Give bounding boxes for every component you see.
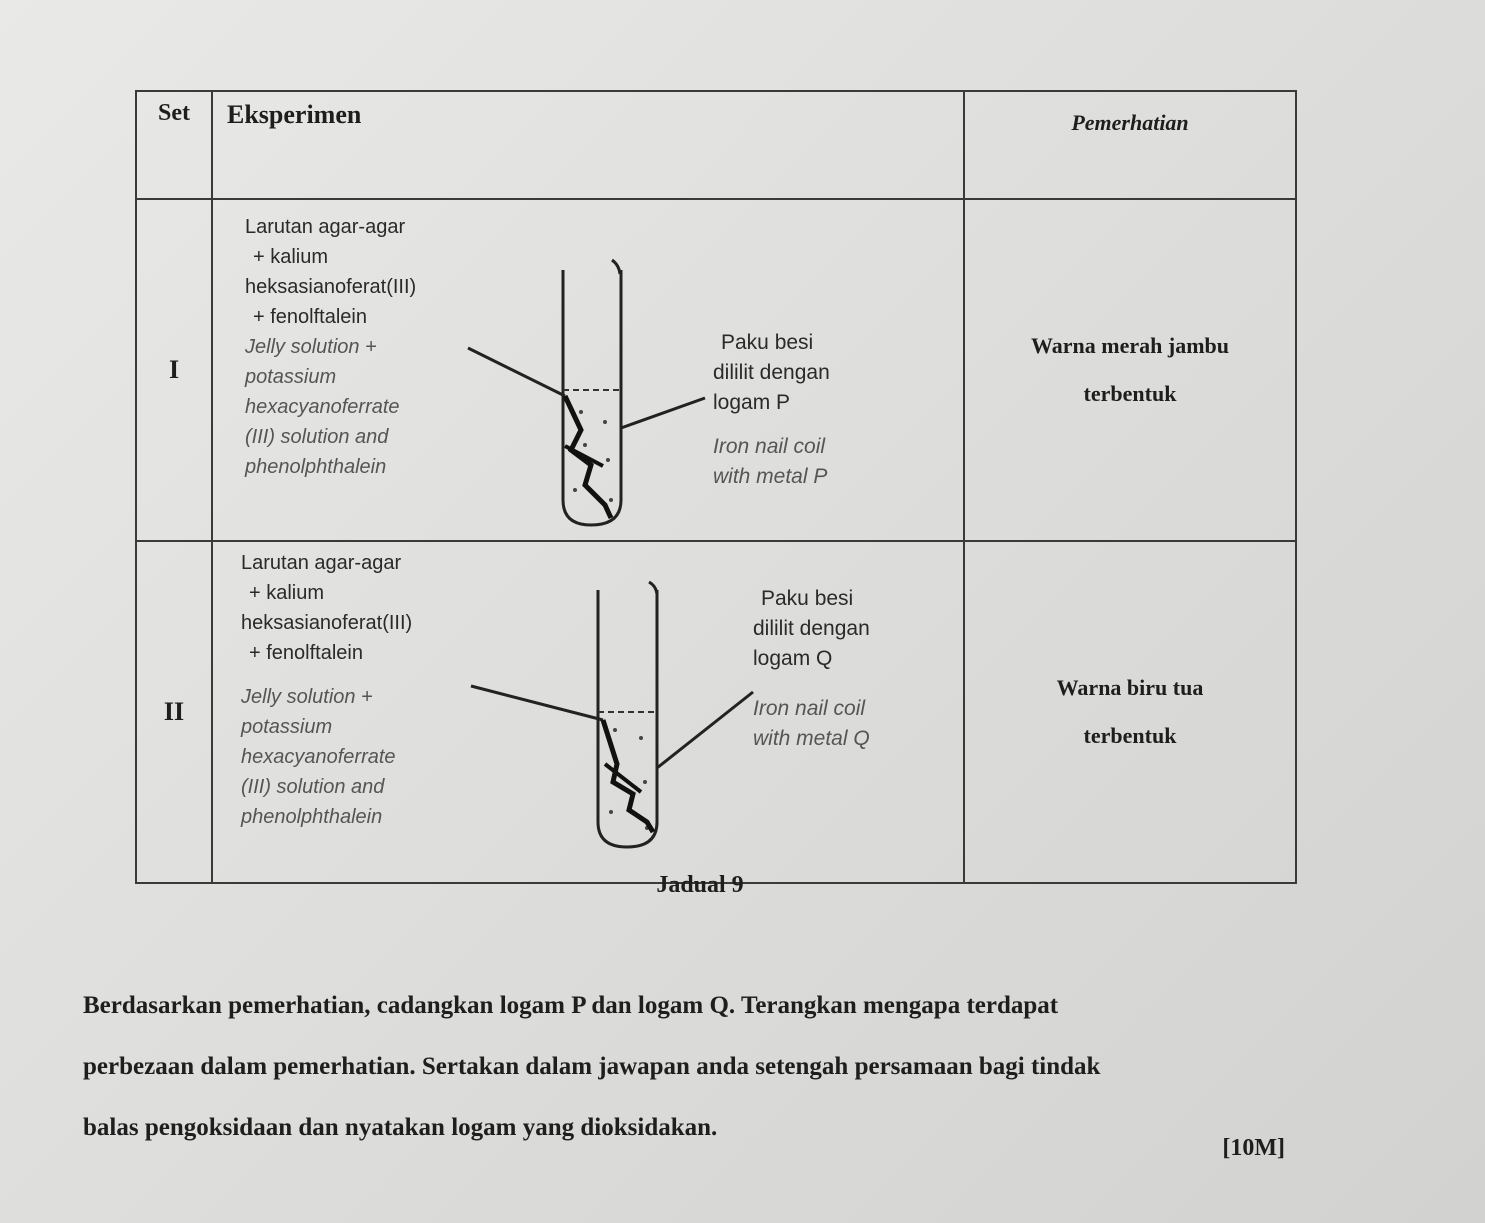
experiment-table	[135, 90, 1297, 884]
table-caption: Jadual 9	[656, 872, 744, 898]
experiment-cell	[212, 199, 964, 541]
set-number: I	[136, 199, 212, 541]
question-line: Berdasarkan pemerhatian, cadangkan logam P dan logam Q. Terangkan mengapa terdapat	[83, 992, 1059, 1019]
right-label-malay: Paku besi dililit dengan logam P	[713, 331, 830, 414]
right-label-english: Iron nail coil with metal P	[713, 435, 828, 488]
observation-cell	[964, 199, 1296, 541]
left-label-malay: Larutan agar-agar + kalium heksasianoferat(III) + fenolftalein	[241, 552, 413, 664]
left-label-english: Jelly solution + potassium hexacyanoferrate (III) solution and phenolphthalein	[241, 686, 396, 828]
right-label-english: Iron nail coil with metal Q	[753, 697, 870, 750]
experiment-cell	[212, 541, 964, 883]
question-text	[83, 975, 1283, 1158]
table-row	[136, 199, 1296, 541]
header-set: Set	[136, 91, 212, 199]
right-label-malay: Paku besi dililit dengan logam Q	[753, 587, 870, 670]
iron-nail-coil	[603, 720, 653, 832]
header-observation: Pemerhatian	[964, 91, 1296, 199]
observation-cell	[964, 541, 1296, 883]
question-line: balas pengoksidaan dan nyatakan logam yang dioksidakan.	[83, 1114, 718, 1141]
observation-text: terbentuk	[1083, 723, 1177, 748]
test-tube-diagram	[213, 542, 965, 882]
table-header-row	[136, 91, 1296, 199]
test-tube-diagram	[213, 200, 965, 540]
question-line: perbezaan dalam pemerhatian. Sertakan dalam jawapan anda setengah persamaan bagi tindak	[83, 1053, 1101, 1080]
observation-text: Warna merah jambu	[1031, 332, 1229, 358]
set-number: II	[136, 541, 212, 883]
header-experiment: Eksperimen	[212, 91, 964, 199]
test-tube-outline	[563, 270, 621, 525]
table-row	[136, 541, 1296, 883]
left-label-malay: Larutan agar-agar + kalium heksasianoferat(III) + fenolftalein	[245, 216, 417, 328]
left-label-english: Jelly solution + potassium hexacyanoferrate (III) solution and phenolphthalein	[245, 336, 400, 478]
observation-text: terbentuk	[1083, 381, 1177, 406]
marks-label: [10M]	[1222, 1135, 1285, 1161]
observation-text: Warna biru tua	[1056, 674, 1204, 700]
